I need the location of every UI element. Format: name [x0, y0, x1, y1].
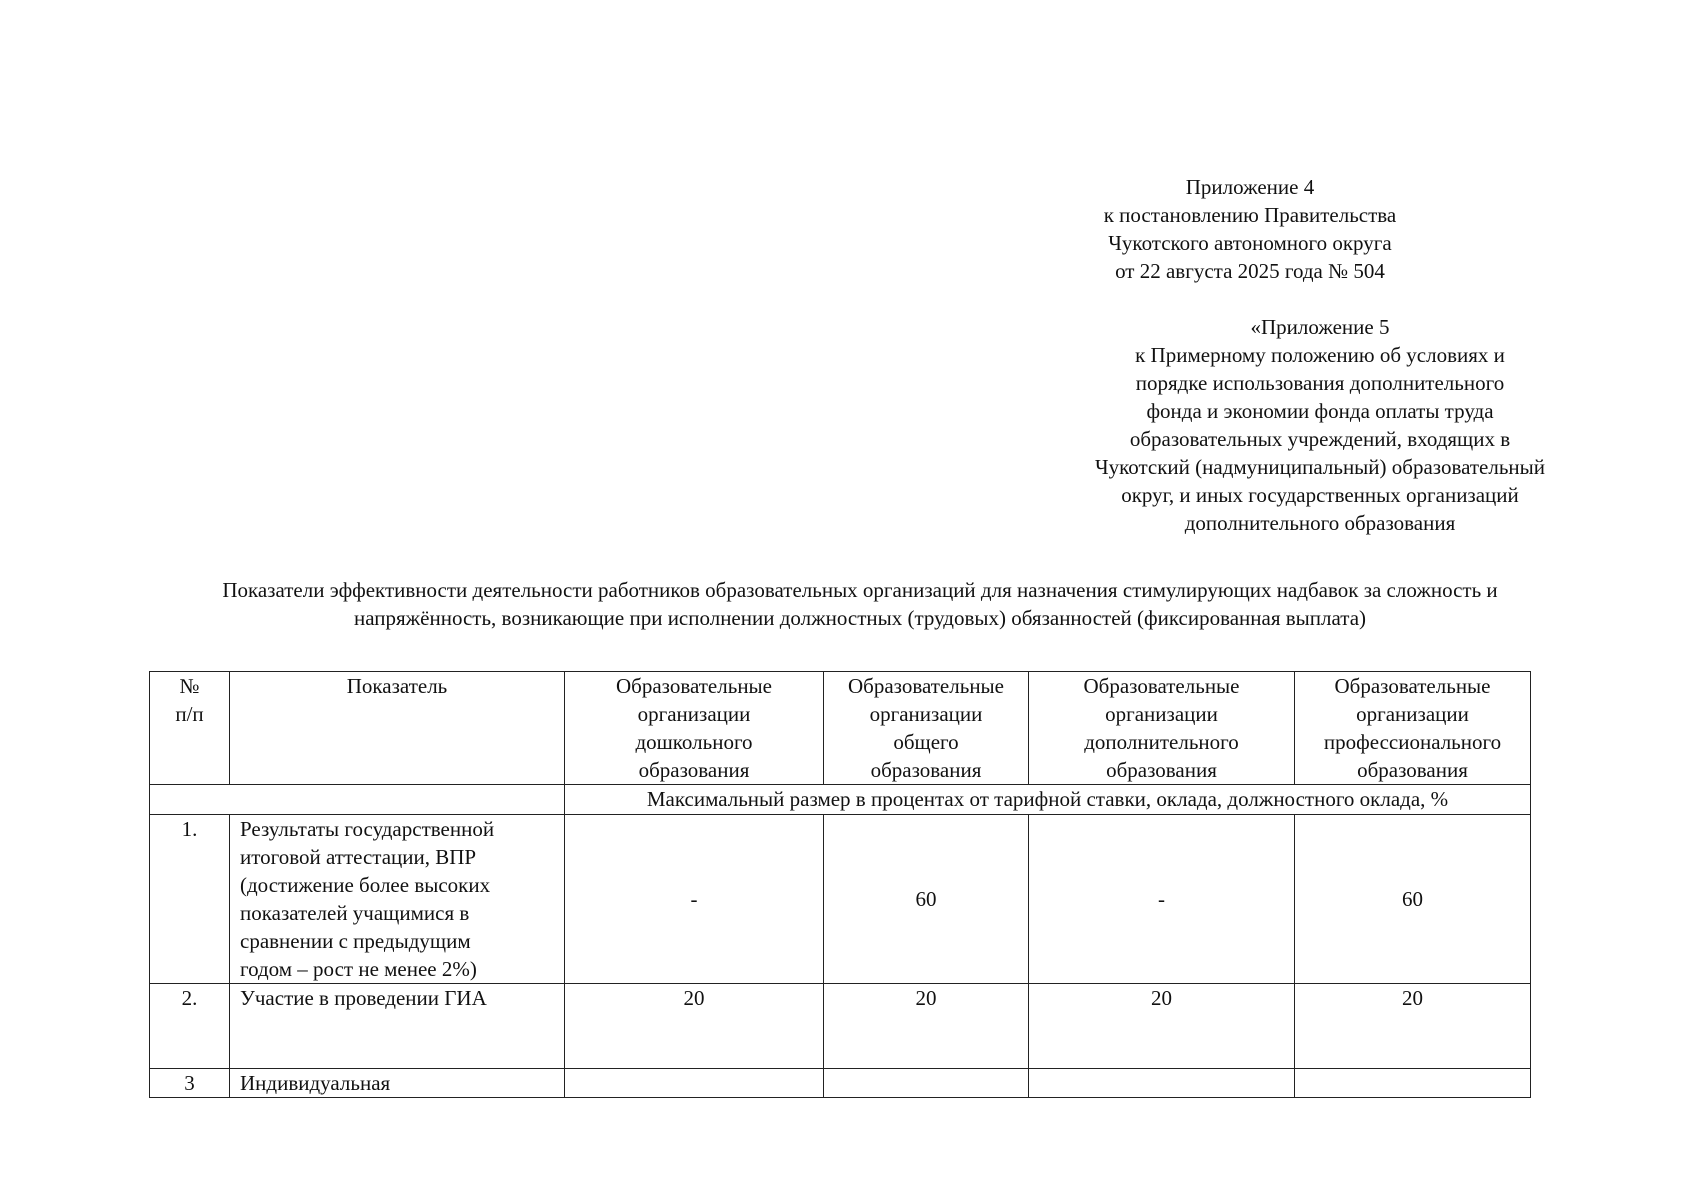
- table-subheader-row: [150, 785, 1531, 815]
- row-value-general: 60: [824, 815, 1029, 984]
- table-row: [150, 1069, 1531, 1098]
- row-indicator: Участие в проведении ГИА: [230, 984, 565, 1069]
- row-value-professional: 60: [1295, 815, 1531, 984]
- row-value-preschool: [565, 1069, 824, 1098]
- appendix-4-line: от 22 августа 2025 года № 504: [1115, 259, 1385, 283]
- appendix-5-line: к Примерному положению об условиях и: [1135, 343, 1505, 367]
- appendix-4-line: Чукотского автономного округа: [1108, 231, 1392, 255]
- appendix-4-line: к постановлению Правительства: [1103, 203, 1397, 227]
- appendix-5-line: порядке использования дополнительного: [1135, 371, 1505, 395]
- row-value-additional: 20: [1029, 984, 1295, 1069]
- header-indicator: Показатель: [230, 672, 565, 785]
- indicators-table: [149, 671, 1531, 1098]
- appendix-4-block: [1060, 173, 1440, 285]
- row-value-additional: [1029, 1069, 1295, 1098]
- header-preschool: Образовательные организации дошкольного образования: [565, 672, 824, 785]
- row-num: 3: [150, 1069, 230, 1098]
- appendix-5-line: «Приложение 5: [1250, 315, 1390, 339]
- appendix-4-line: Приложение 4: [1185, 175, 1315, 199]
- row-value-additional: -: [1029, 815, 1295, 984]
- header-num: № п/п: [150, 672, 230, 785]
- header-additional: Образовательные организации дополнительного образования: [1029, 672, 1295, 785]
- appendix-5-line: образовательных учреждений, входящих в: [1129, 427, 1511, 451]
- document-title-line: напряжённость, возникающие при исполнении должностных (трудовых) обязанностей (фиксированная выплата): [353, 606, 1367, 630]
- row-value-preschool: 20: [565, 984, 824, 1069]
- appendix-5-line: дополнительного образования: [1184, 511, 1456, 535]
- table-header-row: [150, 672, 1531, 785]
- subheader-empty-cell: [150, 785, 565, 815]
- row-value-preschool: -: [565, 815, 824, 984]
- appendix-5-line: Чукотский (надмуниципальный) образовательный: [1094, 455, 1546, 479]
- row-indicator: Результаты государственной итоговой аттестации, ВПР (достижение более высоких показателей учащимися в сравнении с предыдущим годом – рост не менее 2%): [230, 815, 565, 984]
- row-value-professional: [1295, 1069, 1531, 1098]
- appendix-5-block: [1040, 313, 1600, 537]
- row-value-professional: 20: [1295, 984, 1531, 1069]
- row-indicator: Индивидуальная: [230, 1069, 565, 1098]
- appendix-5-line: округ, и иных государственных организаций: [1121, 483, 1519, 507]
- row-num: 2.: [150, 984, 230, 1069]
- table-row: [150, 984, 1531, 1069]
- header-general: Образовательные организации общего образования: [824, 672, 1029, 785]
- row-value-general: [824, 1069, 1029, 1098]
- subheader-cell: Максимальный размер в процентах от тарифной ставки, оклада, должностного оклада, %: [565, 785, 1531, 815]
- table-row: [150, 815, 1531, 984]
- header-professional: Образовательные организации профессионального образования: [1295, 672, 1531, 785]
- row-num: 1.: [150, 815, 230, 984]
- row-value-general: 20: [824, 984, 1029, 1069]
- document-title-line: Показатели эффективности деятельности работников образовательных организаций для назначения стимулирующих надбавок за сложность и: [222, 578, 1498, 602]
- document-title: [60, 576, 1660, 632]
- appendix-5-line: фонда и экономии фонда оплаты труда: [1146, 399, 1494, 423]
